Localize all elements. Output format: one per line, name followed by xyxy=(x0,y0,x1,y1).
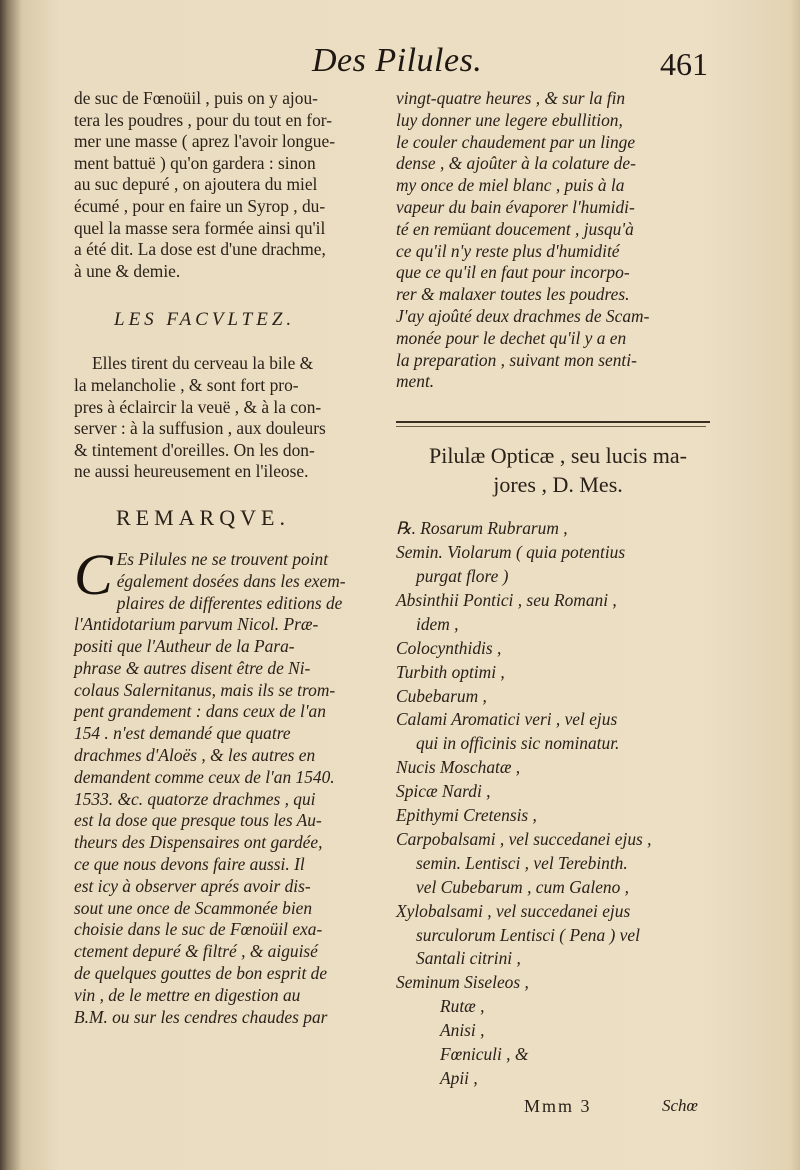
page-number: 461 xyxy=(660,46,708,82)
text-line: té en remüant doucement , jusqu'à xyxy=(396,218,634,239)
text-line: 154 . n'est demandé que quatre xyxy=(74,723,291,744)
ingredient-line: purgat flore ) xyxy=(416,565,509,586)
right-column xyxy=(396,88,720,1091)
text-line: choisie dans le suc de Fœnoüil exa- xyxy=(74,919,323,940)
text-line: ment. xyxy=(396,371,435,392)
text-line: Es Pilules ne se trouvent point xyxy=(116,548,329,569)
text-line: de suc de Fœnoüil , puis on y ajou- xyxy=(74,88,318,108)
text-line: a été dit. La dose est d'une drachme, xyxy=(74,239,326,260)
ingredient-line: qui in officinis sic nominatur. xyxy=(416,733,620,754)
text-line: vingt-quatre heures , & sur la fin xyxy=(396,88,626,108)
text-line: de quelques gouttes de bon esprit de xyxy=(74,963,328,984)
text-line: tera les poudres , pour du tout en for- xyxy=(74,109,333,130)
ingredient-line: Santali citrini , xyxy=(416,948,521,969)
right-continued-paragraph xyxy=(396,88,720,393)
ingredient-line: Absinthii Pontici , seu Romani , xyxy=(396,589,617,610)
text-line: ne aussi heureusement en l'ileose. xyxy=(74,461,309,482)
ingredient-line: Anisi , xyxy=(440,1020,485,1041)
text-line: J'ay ajoûté deux drachmes de Scam- xyxy=(396,305,650,326)
ingredient-line: surculorum Lentisci ( Pena ) vel xyxy=(416,924,640,945)
text-line: luy donner une legere ebullition, xyxy=(396,109,623,130)
ingredient-line: Xylobalsami , vel succedanei ejus xyxy=(396,900,631,921)
text-line: ctement depuré & filtré , & aiguisé xyxy=(74,941,318,962)
page-footer xyxy=(0,1096,800,1126)
ingredient-line: Epithymi Cretensis , xyxy=(396,805,537,826)
text-line: positi que l'Autheur de la Para- xyxy=(74,636,295,657)
text-line: pres à éclaircir la veuë , & à la con- xyxy=(74,396,322,417)
text-line: phrase & autres disent être de Ni- xyxy=(74,657,311,678)
text-line: pent grandement : dans ceux de l'an xyxy=(74,701,326,722)
remarque-heading: REMARQVE. xyxy=(116,504,290,530)
text-line: drachmes d'Aloës , & les autres en xyxy=(74,745,316,766)
text-line: la preparation , suivant mon senti- xyxy=(396,349,637,370)
ingredient-list xyxy=(396,517,720,1091)
text-line: mer une masse ( aprez l'avoir longue- xyxy=(74,131,335,152)
ingredient-line: Cubebarum , xyxy=(396,685,487,706)
ingredient-line: vel Cubebarum , cum Galeno , xyxy=(416,876,629,897)
text-line: vapeur du bain évaporer l'humidi- xyxy=(396,196,635,217)
text-line: colaus Salernitanus, mais ils se trom- xyxy=(74,679,336,700)
text-line: dense , & ajoûter à la colature de- xyxy=(396,153,636,174)
running-title: Des Pilules. xyxy=(312,42,483,79)
text-line: est icy à observer aprés avoir dis- xyxy=(74,875,311,896)
text-line: l'Antidotarium parvum Nicol. Præ- xyxy=(74,614,319,635)
text-line: que ce qu'il en faut pour incorpo- xyxy=(396,262,630,283)
recipe-title-line: Pilulæ Opticæ , seu lucis ma- xyxy=(429,443,687,469)
text-line: Elles tirent du cerveau la bile & xyxy=(92,353,314,374)
ingredient-line: Rutæ , xyxy=(440,996,485,1017)
ingredient-line: Spicæ Nardi , xyxy=(396,781,491,802)
text-line: le couler chaudement par un linge xyxy=(396,131,636,152)
ingredient-line: Nucis Moschatæ , xyxy=(396,757,521,778)
text-line: plaires de differentes editions de xyxy=(116,592,343,613)
signature-mark: Mmm 3 xyxy=(524,1096,592,1116)
ingredient-line: semin. Lentisci , vel Terebinth. xyxy=(416,852,628,873)
drop-capital: C xyxy=(74,541,113,607)
text-line: également dosées dans les exem- xyxy=(116,570,346,591)
ingredient-line: Turbith optimi , xyxy=(396,661,505,682)
text-line: 1533. &c. quatorze drachmes , qui xyxy=(74,788,316,809)
text-line: sout une once de Scammonée bien xyxy=(74,897,313,918)
ingredient-line: Semin. Violarum ( quia potentius xyxy=(396,542,626,563)
left-continued-paragraph xyxy=(74,88,374,282)
text-line: à une & demie. xyxy=(74,260,181,281)
text-line: quel la masse sera formée ainsi qu'il xyxy=(74,217,326,238)
text-line: écumé , pour en faire un Syrop , du- xyxy=(74,195,326,216)
text-line: theurs des Dispensaires ont gardée, xyxy=(74,832,323,853)
facultez-heading: LES FACVLTEZ. xyxy=(114,309,296,331)
text-line: monée pour le dechet qu'il y a en xyxy=(396,327,627,348)
facultez-paragraph xyxy=(74,353,374,483)
text-line: ce que nous devons faire aussi. Il xyxy=(74,854,305,875)
left-column xyxy=(74,88,374,1028)
ingredient-line: Colocynthidis , xyxy=(396,637,502,658)
section-rule xyxy=(396,421,710,423)
ingredient-line: idem , xyxy=(416,613,459,634)
ingredient-line: Apii , xyxy=(440,1068,478,1088)
ingredient-line: Carpobalsami , vel succedanei ejus , xyxy=(396,828,652,849)
text-line: my once de miel blanc , puis à la xyxy=(396,175,625,196)
text-line: server : à la suffusion , aux douleurs xyxy=(74,418,326,439)
text-line: B.M. ou sur les cendres chaudes par xyxy=(74,1006,328,1027)
ingredient-line: Fœniculi , & xyxy=(440,1044,529,1065)
text-line: rer & malaxer toutes les poudres. xyxy=(396,284,630,305)
text-line: ce qu'il n'y reste plus d'humidité xyxy=(396,240,620,261)
ingredient-line: Seminum Siseleos , xyxy=(396,972,529,993)
text-line: demandent comme ceux de l'an 1540. xyxy=(74,766,335,787)
ingredient-line: Calami Aromatici veri , vel ejus xyxy=(396,709,618,730)
recipe-title xyxy=(396,441,720,499)
text-line: & tintement d'oreilles. On les don- xyxy=(74,439,315,460)
text-line: ment battuë ) qu'on gardera : sinon xyxy=(74,152,316,173)
recipe-title-line: jores , D. Mes. xyxy=(493,472,623,498)
text-line: au suc depuré , on ajoutera du miel xyxy=(74,174,318,195)
ingredient-line: ℞. Rosarum Rubrarum , xyxy=(396,518,568,539)
text-line: vin , de le mettre en digestion au xyxy=(74,984,301,1005)
text-line: la melancholie , & sont fort pro- xyxy=(74,374,299,395)
catchword: Schœ xyxy=(662,1096,698,1115)
page-header xyxy=(0,40,800,86)
remarque-paragraph xyxy=(74,541,374,1029)
section-rule-thin xyxy=(396,426,706,427)
text-line: est la dose que presque tous les Au- xyxy=(74,810,322,831)
